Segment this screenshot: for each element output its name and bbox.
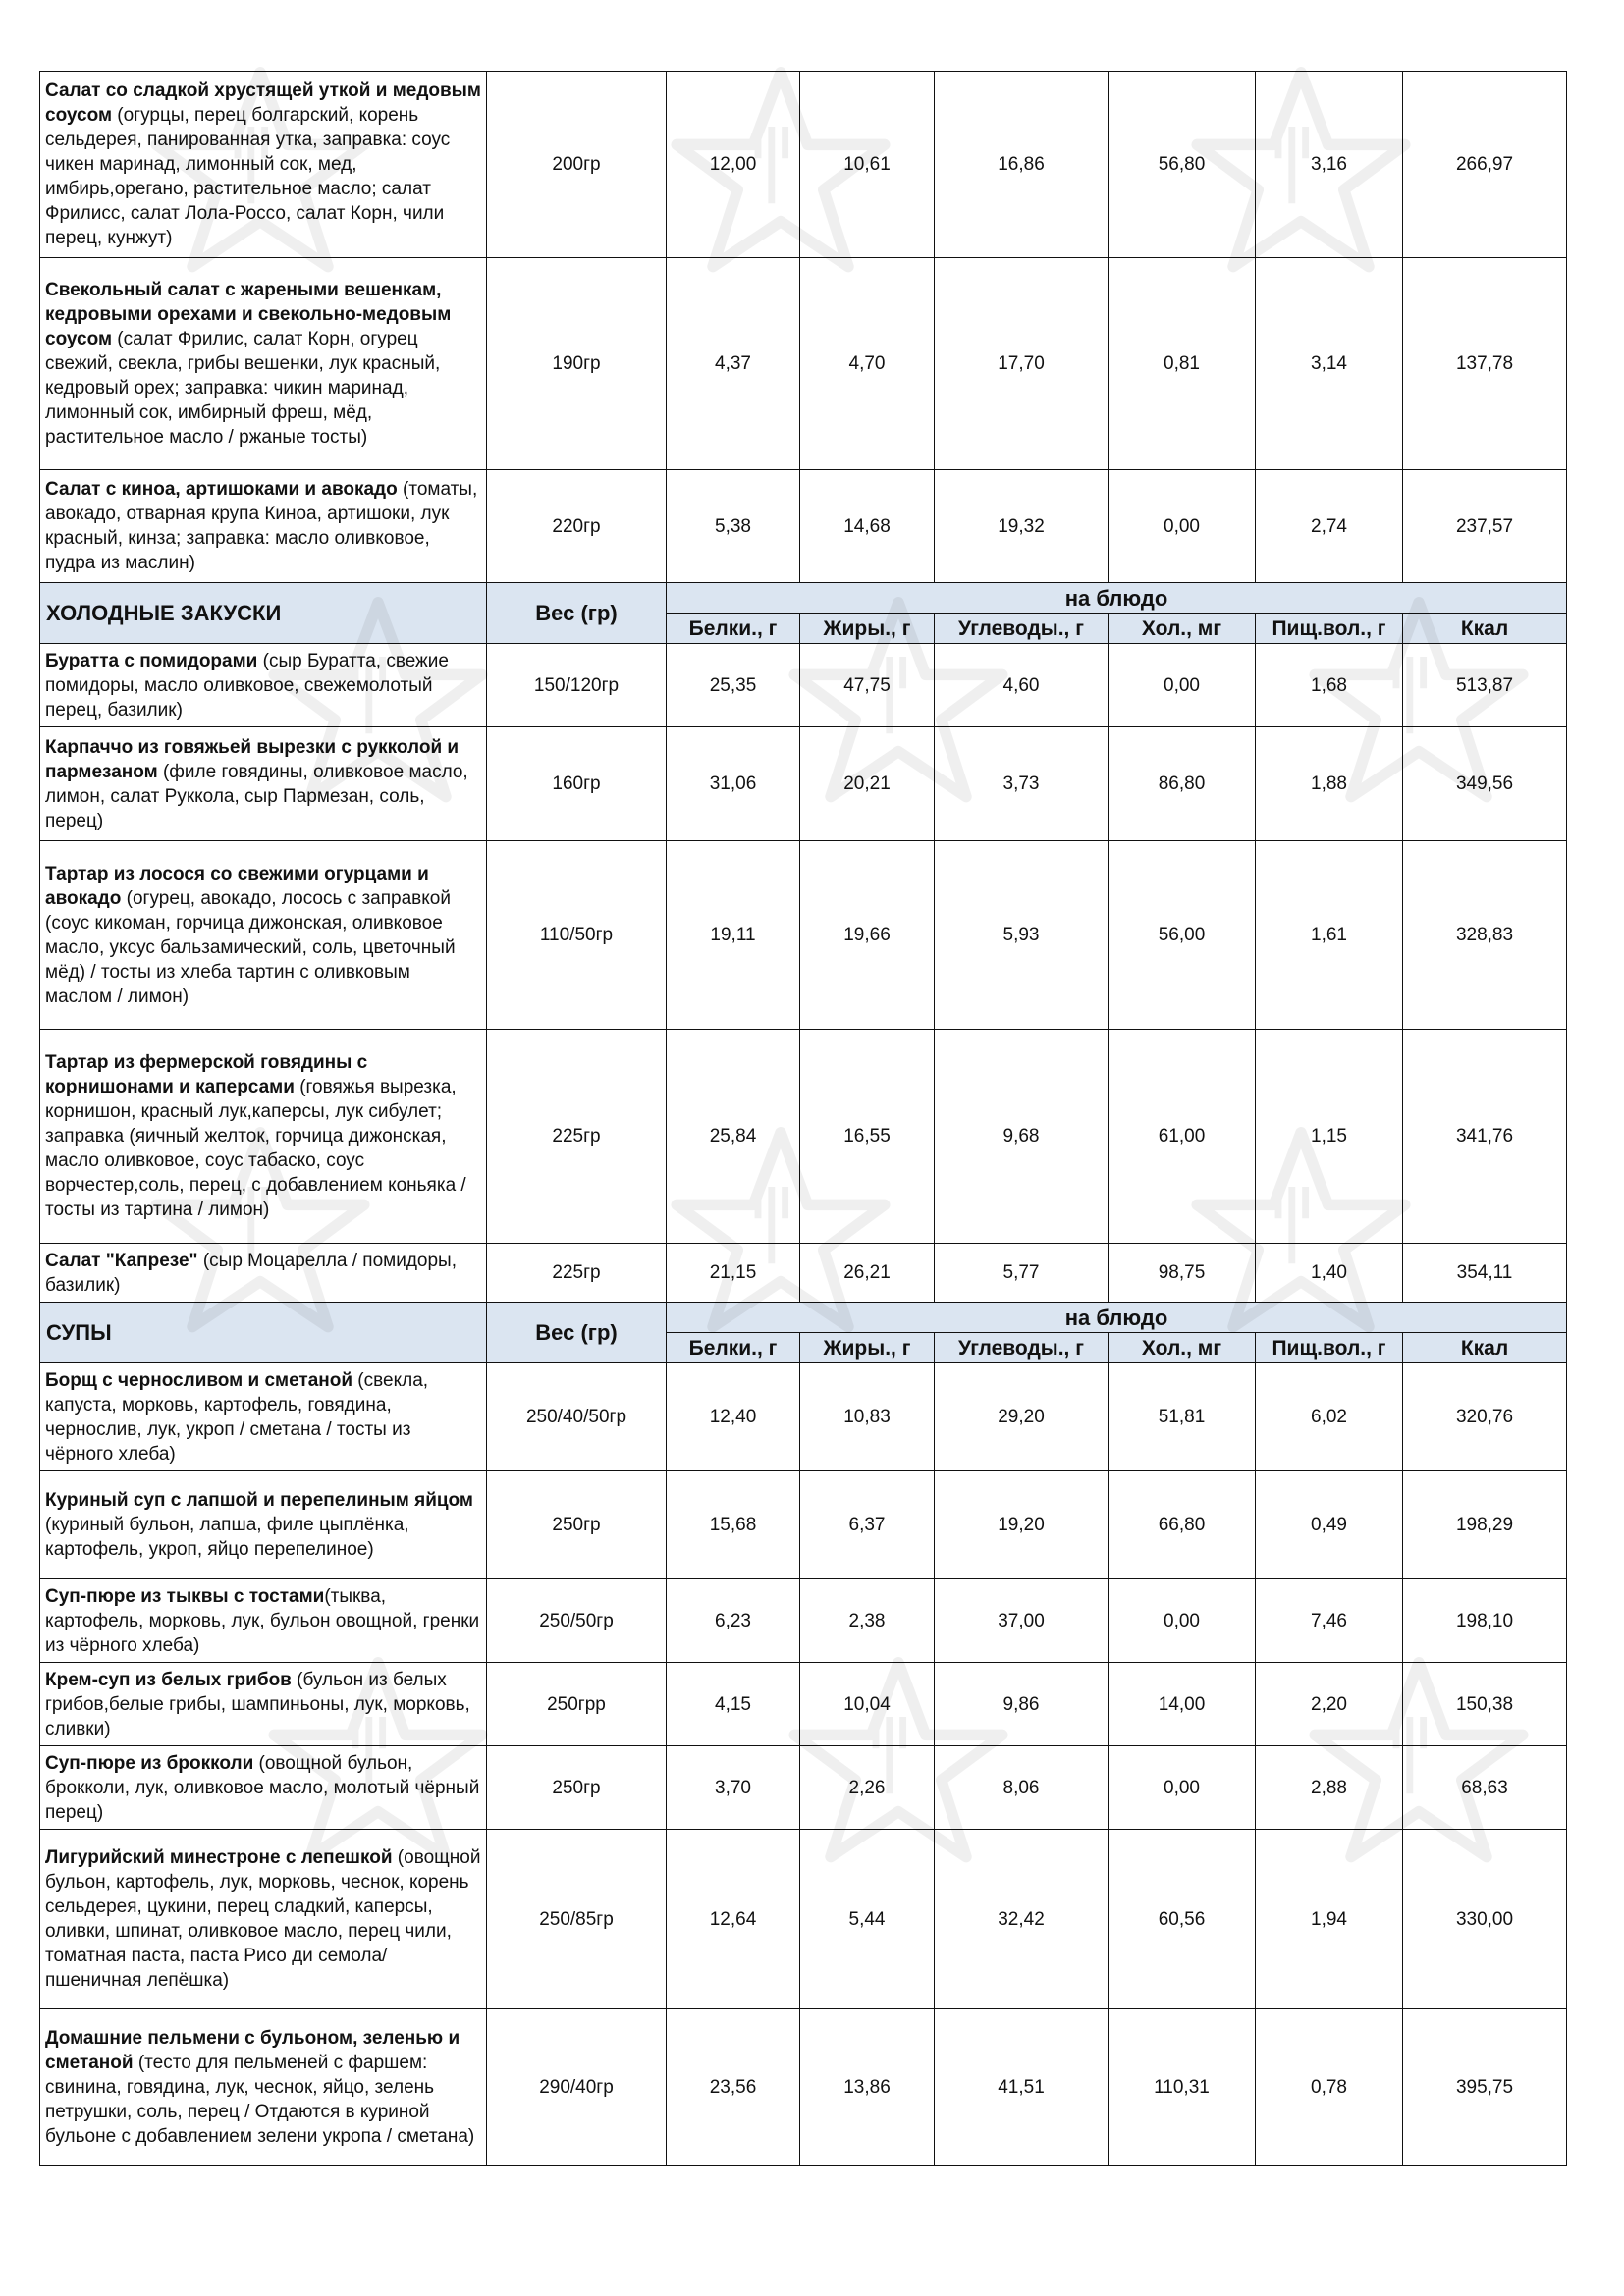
kcal-cell: 320,76 <box>1403 1363 1567 1471</box>
carbs-cell: 9,68 <box>935 1030 1109 1244</box>
weight-cell: 250/40/50гр <box>487 1363 667 1471</box>
fat-cell: 20,21 <box>800 727 935 841</box>
fat-cell: 10,83 <box>800 1363 935 1471</box>
fat-cell: 2,38 <box>800 1579 935 1663</box>
weight-cell: 250/85гр <box>487 1830 667 2009</box>
weight-cell: 250гр <box>487 1746 667 1830</box>
per-dish-header: на блюдо <box>667 1303 1567 1333</box>
dish-ingredients: (бульон из белых грибов,белые грибы, шампиньоны, лук, морковь, сливки) <box>45 1669 470 1739</box>
carbs-cell: 8,06 <box>935 1746 1109 1830</box>
col-cholesterol: Хол., мг <box>1109 614 1256 644</box>
protein-cell: 3,70 <box>667 1746 800 1830</box>
soups-rows <box>40 1363 1567 2166</box>
cholesterol-cell: 66,80 <box>1109 1471 1256 1579</box>
cholesterol-cell: 56,00 <box>1109 841 1256 1030</box>
carbs-cell: 5,77 <box>935 1244 1109 1303</box>
fiber-cell: 1,15 <box>1256 1030 1403 1244</box>
weight-cell: 290/40гр <box>487 2009 667 2166</box>
fiber-cell: 1,40 <box>1256 1244 1403 1303</box>
dish-ingredients: (тесто для пельменей с фаршем: свинина, говядина, лук, чеснок, яйцо, зелень петрушки, соль, перец / Отдаются в куриной бульоне с добавлением зелени укропа / сметана) <box>45 2053 475 2147</box>
cholesterol-cell: 60,56 <box>1109 1830 1256 2009</box>
protein-cell: 15,68 <box>667 1471 800 1579</box>
table-row <box>40 2009 1567 2166</box>
protein-cell: 12,00 <box>667 72 800 258</box>
weight-cell: 225гр <box>487 1244 667 1303</box>
dish-description <box>40 2009 487 2166</box>
dish-name: Буратта с помидорами <box>45 650 258 671</box>
carbs-cell: 37,00 <box>935 1579 1109 1663</box>
cholesterol-cell: 61,00 <box>1109 1030 1256 1244</box>
table-row <box>40 1579 1567 1663</box>
dish-name: Борщ с черносливом и сметаной <box>45 1369 353 1391</box>
fiber-cell: 7,46 <box>1256 1579 1403 1663</box>
section-cold-header <box>40 583 1567 644</box>
kcal-cell: 150,38 <box>1403 1663 1567 1746</box>
cholesterol-cell: 0,81 <box>1109 258 1256 470</box>
dish-ingredients: (овощной бульон, брокколи, лук, оливковое масло, молотый чёрный перец) <box>45 1752 480 1823</box>
cholesterol-cell: 0,00 <box>1109 470 1256 583</box>
salads-rows <box>40 72 1567 583</box>
table-row <box>40 1363 1567 1471</box>
dish-ingredients: (филе говядины, оливковое масло, лимон, салат Руккола, сыр Пармезан, соль, перец) <box>45 761 468 831</box>
carbs-cell: 41,51 <box>935 2009 1109 2166</box>
protein-cell: 25,35 <box>667 644 800 727</box>
fat-cell: 19,66 <box>800 841 935 1030</box>
col-kcal: Ккал <box>1403 614 1567 644</box>
dish-description <box>40 644 487 727</box>
fat-cell: 10,04 <box>800 1663 935 1746</box>
table-row <box>40 1471 1567 1579</box>
weight-cell: 225гр <box>487 1030 667 1244</box>
kcal-cell: 330,00 <box>1403 1830 1567 2009</box>
weight-cell: 250грр <box>487 1663 667 1746</box>
fiber-cell: 2,20 <box>1256 1663 1403 1746</box>
protein-cell: 31,06 <box>667 727 800 841</box>
fat-cell: 10,61 <box>800 72 935 258</box>
kcal-cell: 198,29 <box>1403 1471 1567 1579</box>
kcal-cell: 68,63 <box>1403 1746 1567 1830</box>
col-fiber: Пищ.вол., г <box>1256 1333 1403 1363</box>
dish-name: Куриный суп с лапшой и перепелиным яйцом <box>45 1490 473 1511</box>
fiber-cell: 3,14 <box>1256 258 1403 470</box>
dish-description <box>40 1579 487 1663</box>
cholesterol-cell: 0,00 <box>1109 1579 1256 1663</box>
dish-ingredients: (сыр Моцарелла / помидоры, базилик) <box>45 1250 457 1296</box>
dish-name: Салат "Капрезе" <box>45 1250 198 1271</box>
fat-cell: 16,55 <box>800 1030 935 1244</box>
weight-cell: 150/120гр <box>487 644 667 727</box>
table-row <box>40 1746 1567 1830</box>
kcal-cell: 328,83 <box>1403 841 1567 1030</box>
cholesterol-cell: 14,00 <box>1109 1663 1256 1746</box>
dish-ingredients: (сыр Буратта, свежие помидоры, масло оливковое, свежемолотый перец, базилик) <box>45 650 449 721</box>
dish-ingredients: (овощной бульон, картофель, лук, морковь, чеснок, корень сельдерея, цукини, перец сладкий, каперсы, оливки, шпинат, оливковое масло, перец чили, томатная паста, паста Рисо ди семола/ пшеничная лепёшка) <box>45 1847 481 1991</box>
fiber-cell: 1,61 <box>1256 841 1403 1030</box>
carbs-cell: 32,42 <box>935 1830 1109 2009</box>
weight-cell: 190гр <box>487 258 667 470</box>
fiber-cell: 2,74 <box>1256 470 1403 583</box>
weight-cell: 110/50гр <box>487 841 667 1030</box>
protein-cell: 5,38 <box>667 470 800 583</box>
weight-cell: 160гр <box>487 727 667 841</box>
kcal-cell: 395,75 <box>1403 2009 1567 2166</box>
carbs-cell: 19,20 <box>935 1471 1109 1579</box>
fiber-cell: 3,16 <box>1256 72 1403 258</box>
per-dish-header: на блюдо <box>667 583 1567 614</box>
dish-name: Тартар из фермерской говядины с корнишонами и каперсами <box>45 1052 368 1097</box>
cholesterol-cell: 0,00 <box>1109 644 1256 727</box>
dish-ingredients: (томаты, авокадо, отварная крупа Киноа, артишоки, лук красный, кинза; заправка: масло оливковое, пудра из маслин) <box>45 479 478 573</box>
dish-description <box>40 1030 487 1244</box>
carbs-cell: 17,70 <box>935 258 1109 470</box>
cholesterol-cell: 98,75 <box>1109 1244 1256 1303</box>
kcal-cell: 137,78 <box>1403 258 1567 470</box>
cholesterol-cell: 51,81 <box>1109 1363 1256 1471</box>
col-fat: Жиры., г <box>800 614 935 644</box>
cold-appetizers-rows <box>40 644 1567 1303</box>
dish-description <box>40 72 487 258</box>
carbs-cell: 16,86 <box>935 72 1109 258</box>
fat-cell: 14,68 <box>800 470 935 583</box>
section-soups-header <box>40 1303 1567 1363</box>
protein-cell: 23,56 <box>667 2009 800 2166</box>
dish-description <box>40 1830 487 2009</box>
kcal-cell: 341,76 <box>1403 1030 1567 1244</box>
col-cholesterol: Хол., мг <box>1109 1333 1256 1363</box>
protein-cell: 25,84 <box>667 1030 800 1244</box>
kcal-cell: 349,56 <box>1403 727 1567 841</box>
dish-ingredients: (говяжья вырезка, корнишон, красный лук,каперсы, лук сибулет; заправка (яичный желток, горчица дижонская, масло оливковое, соус табаско, соус ворчестер,соль, перец, с добавлением коньяка / тосты из тартина / лимон) <box>45 1077 466 1220</box>
kcal-cell: 237,57 <box>1403 470 1567 583</box>
fiber-cell: 1,88 <box>1256 727 1403 841</box>
fiber-cell: 1,94 <box>1256 1830 1403 2009</box>
dish-name: Тартар из лосося со свежими огурцами и авокадо <box>45 863 429 909</box>
protein-cell: 19,11 <box>667 841 800 1030</box>
kcal-cell: 198,10 <box>1403 1579 1567 1663</box>
table-row <box>40 1830 1567 2009</box>
table-row <box>40 470 1567 583</box>
weight-cell: 220гр <box>487 470 667 583</box>
protein-cell: 6,23 <box>667 1579 800 1663</box>
dish-description <box>40 1244 487 1303</box>
fat-cell: 26,21 <box>800 1244 935 1303</box>
protein-cell: 21,15 <box>667 1244 800 1303</box>
col-carbs: Углеводы., г <box>935 614 1109 644</box>
fiber-cell: 6,02 <box>1256 1363 1403 1471</box>
dish-description <box>40 470 487 583</box>
table-row <box>40 841 1567 1030</box>
dish-description <box>40 841 487 1030</box>
cholesterol-cell: 0,00 <box>1109 1746 1256 1830</box>
dish-name: Суп-пюре из тыквы с тостами <box>45 1585 325 1607</box>
cholesterol-cell: 86,80 <box>1109 727 1256 841</box>
table-row <box>40 1244 1567 1303</box>
section-title-cold: ХОЛОДНЫЕ ЗАКУСКИ <box>40 583 487 644</box>
weight-cell: 250гр <box>487 1471 667 1579</box>
dish-name: Лигурийский минестроне с лепешкой <box>45 1847 393 1868</box>
cholesterol-cell: 56,80 <box>1109 72 1256 258</box>
kcal-cell: 266,97 <box>1403 72 1567 258</box>
dish-name: Суп-пюре из брокколи <box>45 1752 254 1774</box>
carbs-cell: 4,60 <box>935 644 1109 727</box>
section-title-soups: СУПЫ <box>40 1303 487 1363</box>
col-kcal: Ккал <box>1403 1333 1567 1363</box>
protein-cell: 4,37 <box>667 258 800 470</box>
col-protein: Белки., г <box>667 614 800 644</box>
weight-header: Вес (гр) <box>487 583 667 644</box>
dish-name: Крем-суп из белых грибов <box>45 1669 292 1690</box>
table-row <box>40 1030 1567 1244</box>
nutrition-table <box>39 71 1567 2166</box>
dish-description <box>40 1471 487 1579</box>
carbs-cell: 3,73 <box>935 727 1109 841</box>
carbs-cell: 29,20 <box>935 1363 1109 1471</box>
fat-cell: 47,75 <box>800 644 935 727</box>
kcal-cell: 513,87 <box>1403 644 1567 727</box>
fat-cell: 4,70 <box>800 258 935 470</box>
fat-cell: 6,37 <box>800 1471 935 1579</box>
fiber-cell: 0,78 <box>1256 2009 1403 2166</box>
col-fat: Жиры., г <box>800 1333 935 1363</box>
dish-name: Салат с киноа, артишоками и авокадо <box>45 479 398 500</box>
dish-description <box>40 258 487 470</box>
protein-cell: 4,15 <box>667 1663 800 1746</box>
carbs-cell: 19,32 <box>935 470 1109 583</box>
table-row <box>40 72 1567 258</box>
weight-cell: 200гр <box>487 72 667 258</box>
dish-name: Свекольный салат с жареными вешенкам, кедровыми орехами и свекольно-медовым соусом <box>45 280 452 349</box>
cholesterol-cell: 110,31 <box>1109 2009 1256 2166</box>
dish-description <box>40 727 487 841</box>
fat-cell: 13,86 <box>800 2009 935 2166</box>
dish-name: Домашние пельмени с бульоном, зеленью и сметаной <box>45 2028 460 2073</box>
fiber-cell: 2,88 <box>1256 1746 1403 1830</box>
protein-cell: 12,40 <box>667 1363 800 1471</box>
fat-cell: 2,26 <box>800 1746 935 1830</box>
col-fiber: Пищ.вол., г <box>1256 614 1403 644</box>
dish-description <box>40 1663 487 1746</box>
fiber-cell: 1,68 <box>1256 644 1403 727</box>
fat-cell: 5,44 <box>800 1830 935 2009</box>
dish-description <box>40 1363 487 1471</box>
dish-ingredients: (свекла, капуста, морковь, картофель, говядина, чернослив, лук, укроп / сметана / тосты из чёрного хлеба) <box>45 1369 429 1465</box>
weight-header: Вес (гр) <box>487 1303 667 1363</box>
dish-ingredients: (салат Фрилис, салат Корн, огурец свежий, свекла, грибы вешенки, лук красный, кедровый орех; заправка: чикин маринад, лимонный сок, имбирный фреш, мёд, растительное масло / ржаные тосты) <box>45 329 441 448</box>
col-protein: Белки., г <box>667 1333 800 1363</box>
carbs-cell: 5,93 <box>935 841 1109 1030</box>
fiber-cell: 0,49 <box>1256 1471 1403 1579</box>
dish-description <box>40 1746 487 1830</box>
dish-ingredients: (огурцы, перец болгарский, корень сельдерея, панированная утка, заправка: соус чикен маринад, лимонный сок, мед, имбирь,орегано, растительное масло; салат Фрилисс, салат Лола-Россо, салат Корн, чили перец, кунжут) <box>45 105 451 248</box>
col-carbs: Углеводы., г <box>935 1333 1109 1363</box>
carbs-cell: 9,86 <box>935 1663 1109 1746</box>
kcal-cell: 354,11 <box>1403 1244 1567 1303</box>
protein-cell: 12,64 <box>667 1830 800 2009</box>
dish-ingredients: (тыква, картофель, морковь, лук, бульон овощной, гренки из чёрного хлеба) <box>45 1585 480 1656</box>
dish-name: Карпаччо из говяжьей вырезки с рукколой и пармезаном <box>45 736 460 782</box>
dish-name: Салат со сладкой хрустящей уткой и медовым соусом <box>45 80 481 126</box>
table-row <box>40 258 1567 470</box>
table-row <box>40 1663 1567 1746</box>
table-row <box>40 727 1567 841</box>
dish-ingredients: (куриный бульон, лапша, филе цыплёнка, картофель, укроп, яйцо перепелиное) <box>45 1515 409 1560</box>
table-row <box>40 644 1567 727</box>
weight-cell: 250/50гр <box>487 1579 667 1663</box>
dish-ingredients: (огурец, авокадо, лосось с заправкой (соус кикоман, горчица дижонская, оливковое масло, уксус бальзамический, соль, цветочный мёд) / тосты из хлеба тартин с оливковым маслом / лимон) <box>45 887 456 1007</box>
